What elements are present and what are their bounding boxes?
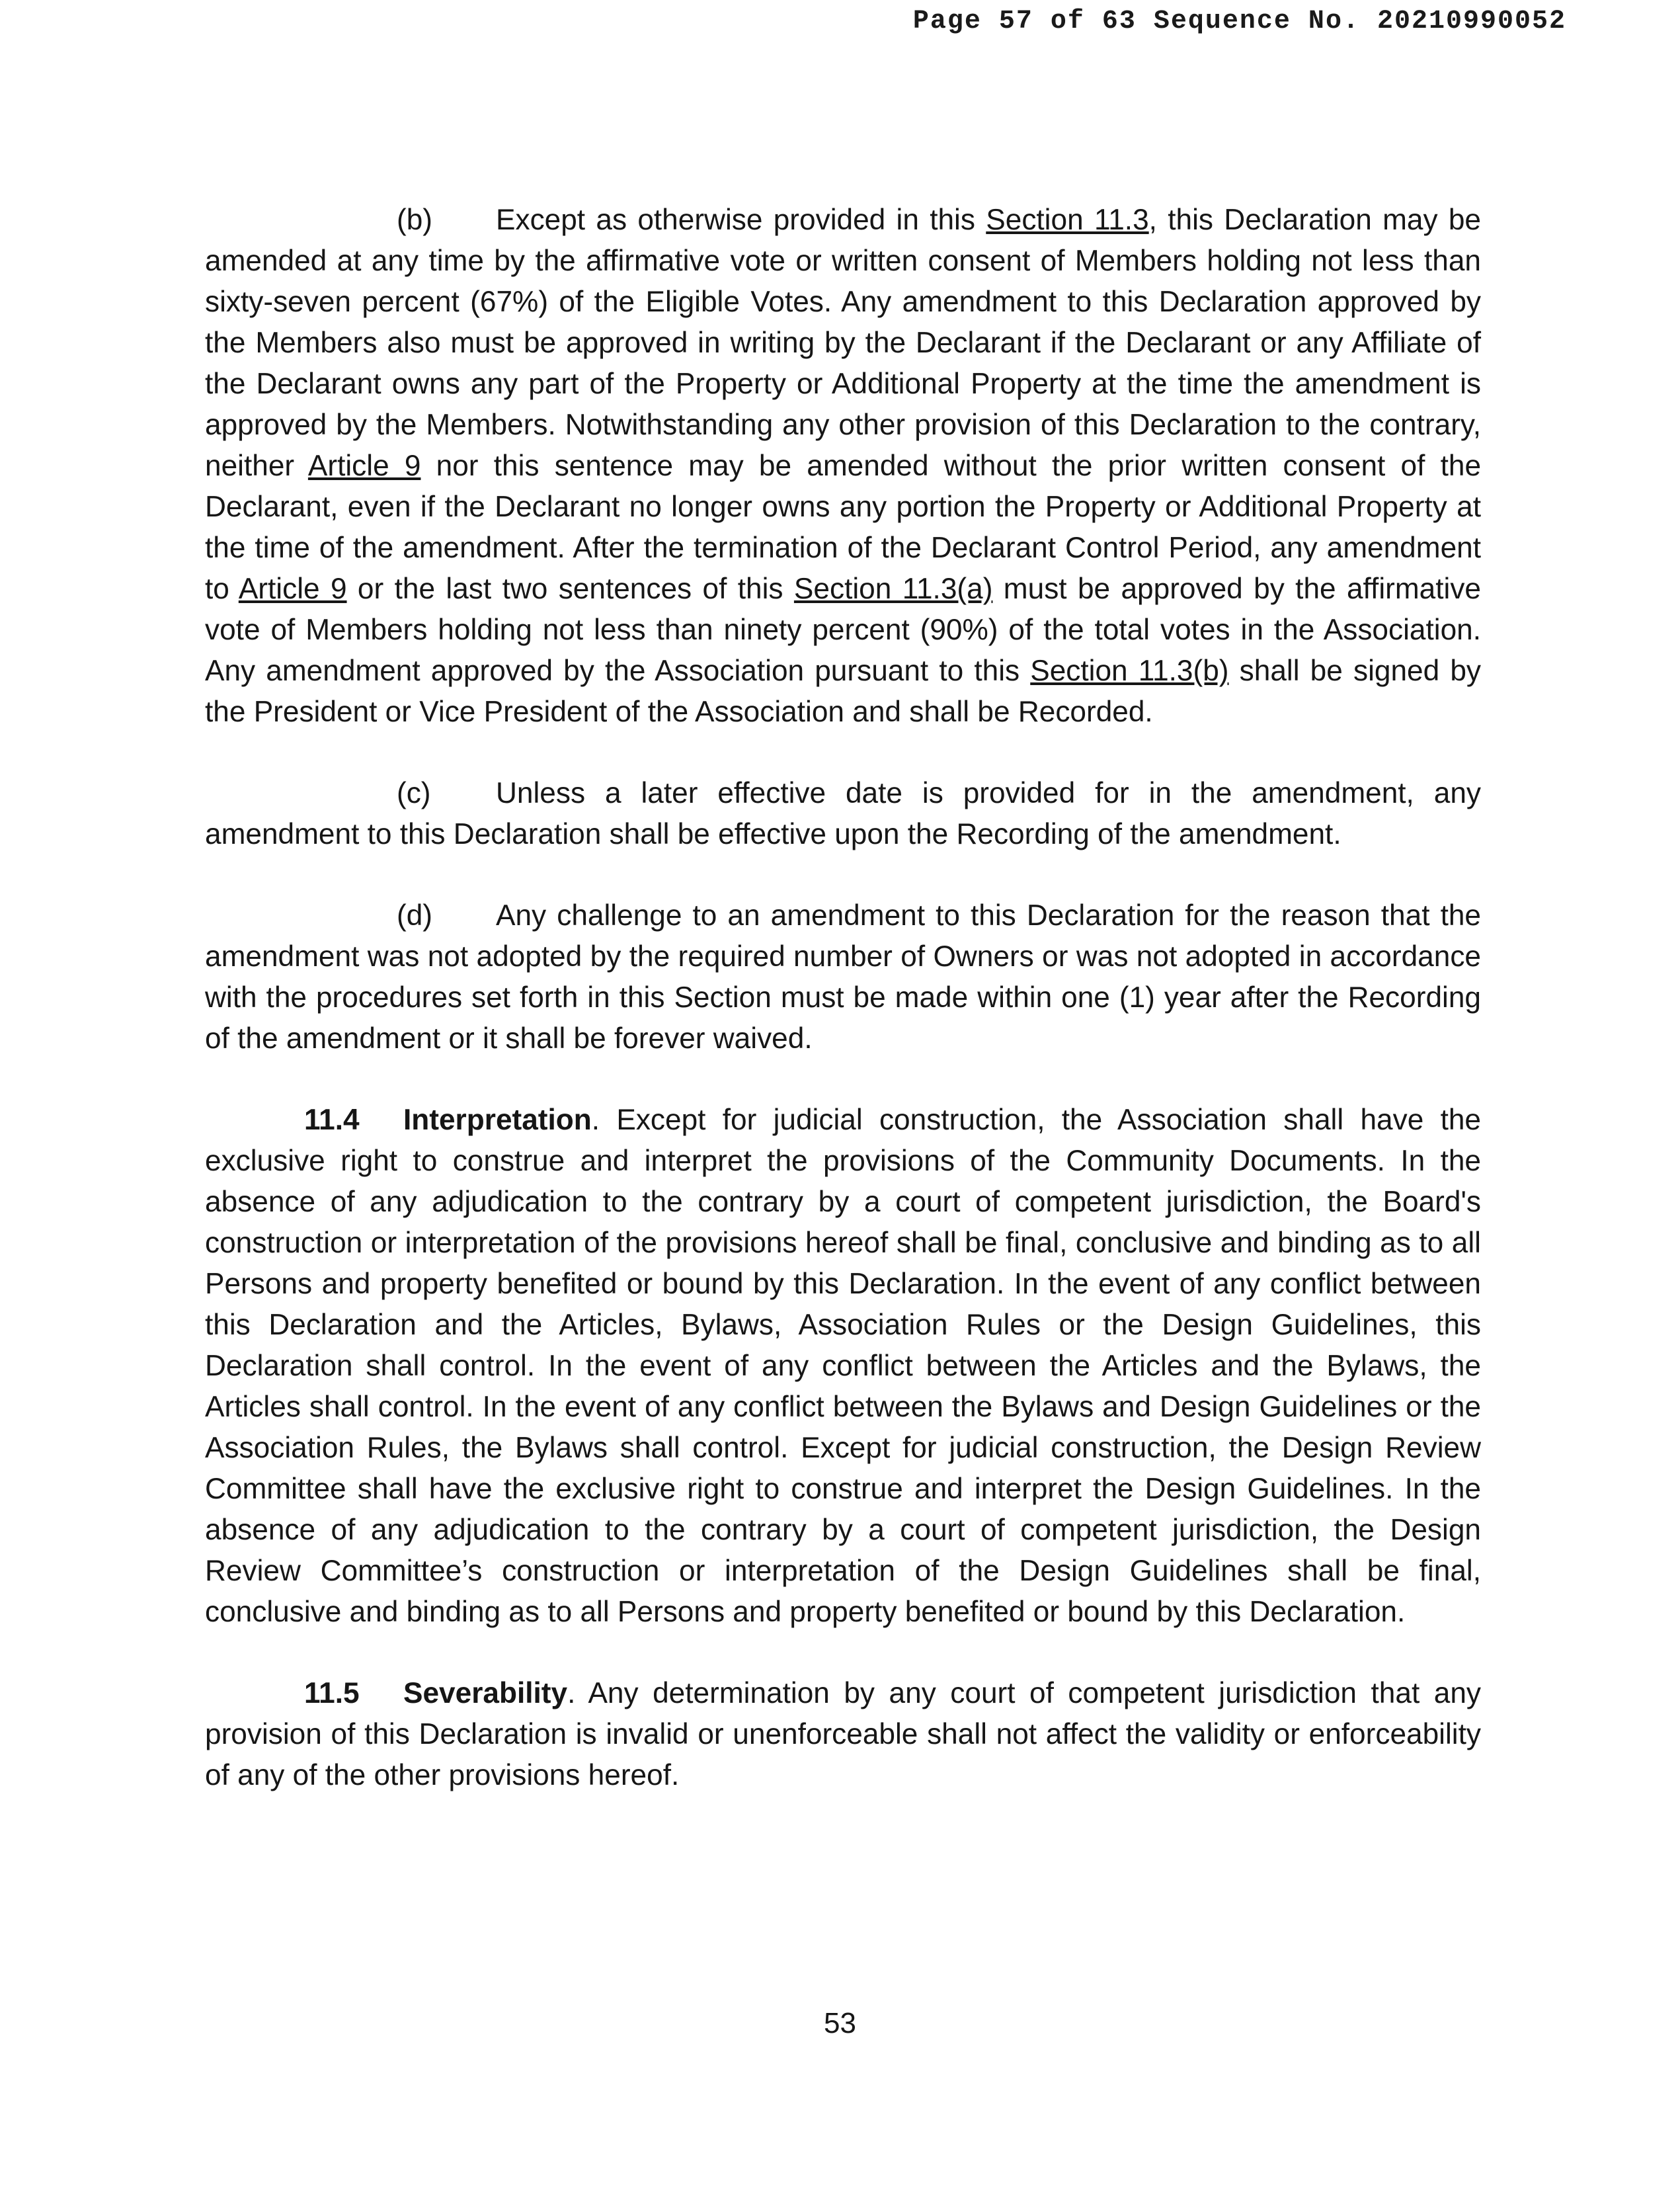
paragraph-c <box>205 773 1481 855</box>
section-11-5 <box>205 1673 1481 1796</box>
section-title: Interpretation <box>403 1104 592 1136</box>
paragraph-b <box>205 200 1481 733</box>
article-reference: Article 9 <box>307 450 421 482</box>
section-11-4 <box>205 1100 1481 1633</box>
paragraph-label: (c) <box>397 777 431 809</box>
paragraph-text: Any challenge to an amendment to this Declaration for the reason that the amendment was not adopted by the required number of Owners or was not adopted in accordance with the procedures set forth in this Section must be made within one (1) year after the Recording of the amendment or it shall be forever waived. <box>205 899 1481 1055</box>
page-number: 53 <box>824 2007 856 2039</box>
article-reference: Article 9 <box>238 573 347 605</box>
section-title: Severability <box>403 1677 568 1709</box>
section-reference: Section 11.3(a) <box>793 573 993 605</box>
section-text: . Any determination by any court of competent jurisdiction that any provision of this Declaration is invalid or unenforceable shall not affect the validity or enforceability of any of the other provisions hereof. <box>205 1677 1481 1791</box>
paragraph-label: (d) <box>397 899 433 932</box>
paragraph-text: , this Declaration may be amended at any time by the affirmative vote or written consent of Members holding not less than sixty-seven percent (67%) of the Eligible Votes. Any amendment to this Declaration approved by the Members also must be approved in writing by the Declarant if the Declarant or any Affiliate of the Declarant owns any part of the Property or Additional Property at the time the amendment is approved by the Members. Notwithstanding any other provision of this Declaration to the contrary, neither <box>205 204 1482 482</box>
section-text: . Except for judicial construction, the Association shall have the exclusive right to construe and interpret the provisions of the Community Documents. In the absence of any adjudication to the contrary by a court of competent jurisdiction, the Board's construction or interpretation of the provisions hereof shall be final, conclusive and binding as to all Persons and property benefited or bound by this Declaration. In the event of any conflict between this Declaration and the Articles, Bylaws, Association Rules or the Design Guidelines, this Declaration shall control. In the event of any conflict between the Articles and the Bylaws, the Articles shall control. In the event of any conflict between the Bylaws and Design Guidelines or the Association Rules, the Bylaws shall control. Except for judicial construction, the Design Review Committee shall have the exclusive right to construe and interpret the Design Guidelines. In the absence of any adjudication to the contrary by a court of competent jurisdiction, the Design Review Committee’s construction or interpretation of the Design Guidelines shall be final, conclusive and binding as to all Persons and property benefited or bound by this Declaration. <box>205 1104 1481 1628</box>
paragraph-text: Unless a later effective date is provided for in the amendment, any amendment to this Declaration shall be effective upon the Recording of the amendment. <box>205 777 1481 850</box>
section-reference: Section 11.3(b) <box>1030 655 1229 687</box>
paragraph-label: (b) <box>397 204 433 236</box>
paragraph-text: Except as otherwise provided in this <box>496 204 986 236</box>
recording-header: Page 57 of 63 Sequence No. 20210990052 <box>912 7 1566 36</box>
paragraph-d <box>205 895 1481 1059</box>
paragraph-text: or the last two sentences of this <box>346 573 794 605</box>
paragraph-text: nor this sentence may be amended without the prior written consent of the Declarant, even if the Declarant no longer owns any portion the Property or Additional Property at the time of the amendment. After the termination of the Declarant Control Period, any amendment to <box>205 450 1482 605</box>
paragraph-text: shall be signed by the President or Vice President of the Association and shall be Recorded. <box>205 655 1482 728</box>
paragraph-text: must be approved by the affirmative vote of Members holding not less than ninety percent (90%) of the total votes in the Association. Any amendment approved by the Association pursuant to this <box>205 573 1481 687</box>
section-reference: Section 11.3 <box>986 204 1149 236</box>
document-body <box>205 200 1481 1836</box>
section-number: 11.4 <box>304 1104 360 1136</box>
section-number: 11.5 <box>304 1677 360 1709</box>
